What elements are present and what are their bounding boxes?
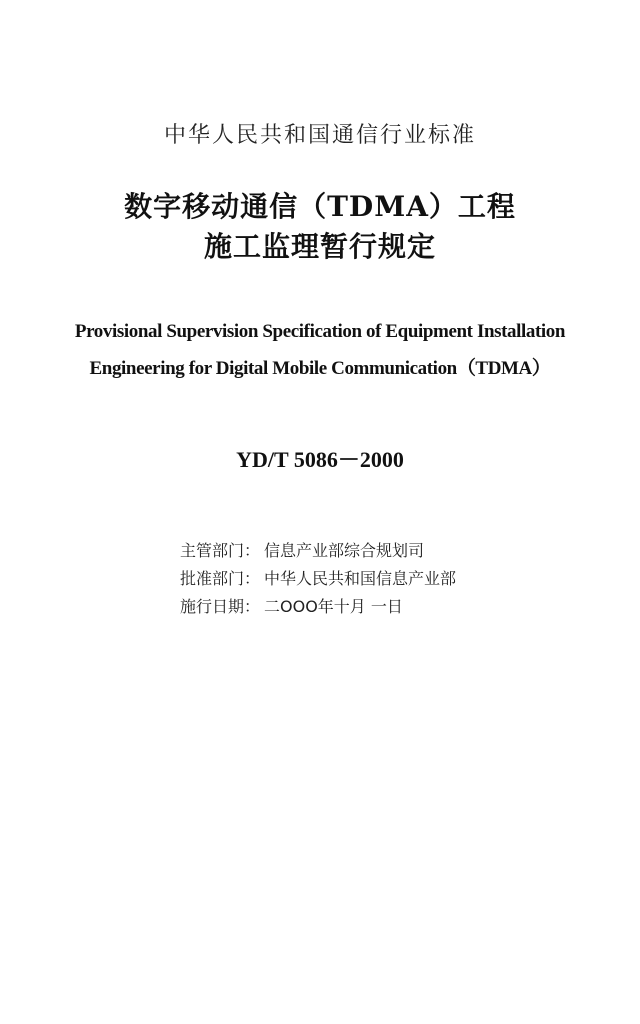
meta-label: 批准部门： (180, 569, 261, 588)
standard-type-heading: 中华人民共和国通信行业标准 (163, 123, 476, 148)
meta-row-approval (180, 566, 580, 589)
meta-value: 中华人民共和国信息产业部 (264, 569, 457, 588)
meta-value: 二OOO年十月 一日 (264, 597, 403, 616)
english-title-line-2: Engineering for Digital Mobile Communication（TDMA） (89, 358, 551, 379)
english-title-line-1: Provisional Supervision Specification of Equipment Installation (74, 321, 566, 342)
meta-row-effective-date (180, 594, 580, 617)
meta-label: 施行日期： (180, 597, 261, 616)
meta-label: 主管部门： (180, 541, 261, 560)
standard-code: YD/T 5086－2000 (236, 447, 404, 472)
chinese-title-line-1: 数字移动通信（TDMA）工程 (124, 190, 516, 223)
chinese-title-line-2: 施工监理暂行规定 (203, 230, 436, 263)
meta-value: 信息产业部综合规划司 (264, 541, 425, 560)
meta-row-authority (180, 538, 580, 561)
